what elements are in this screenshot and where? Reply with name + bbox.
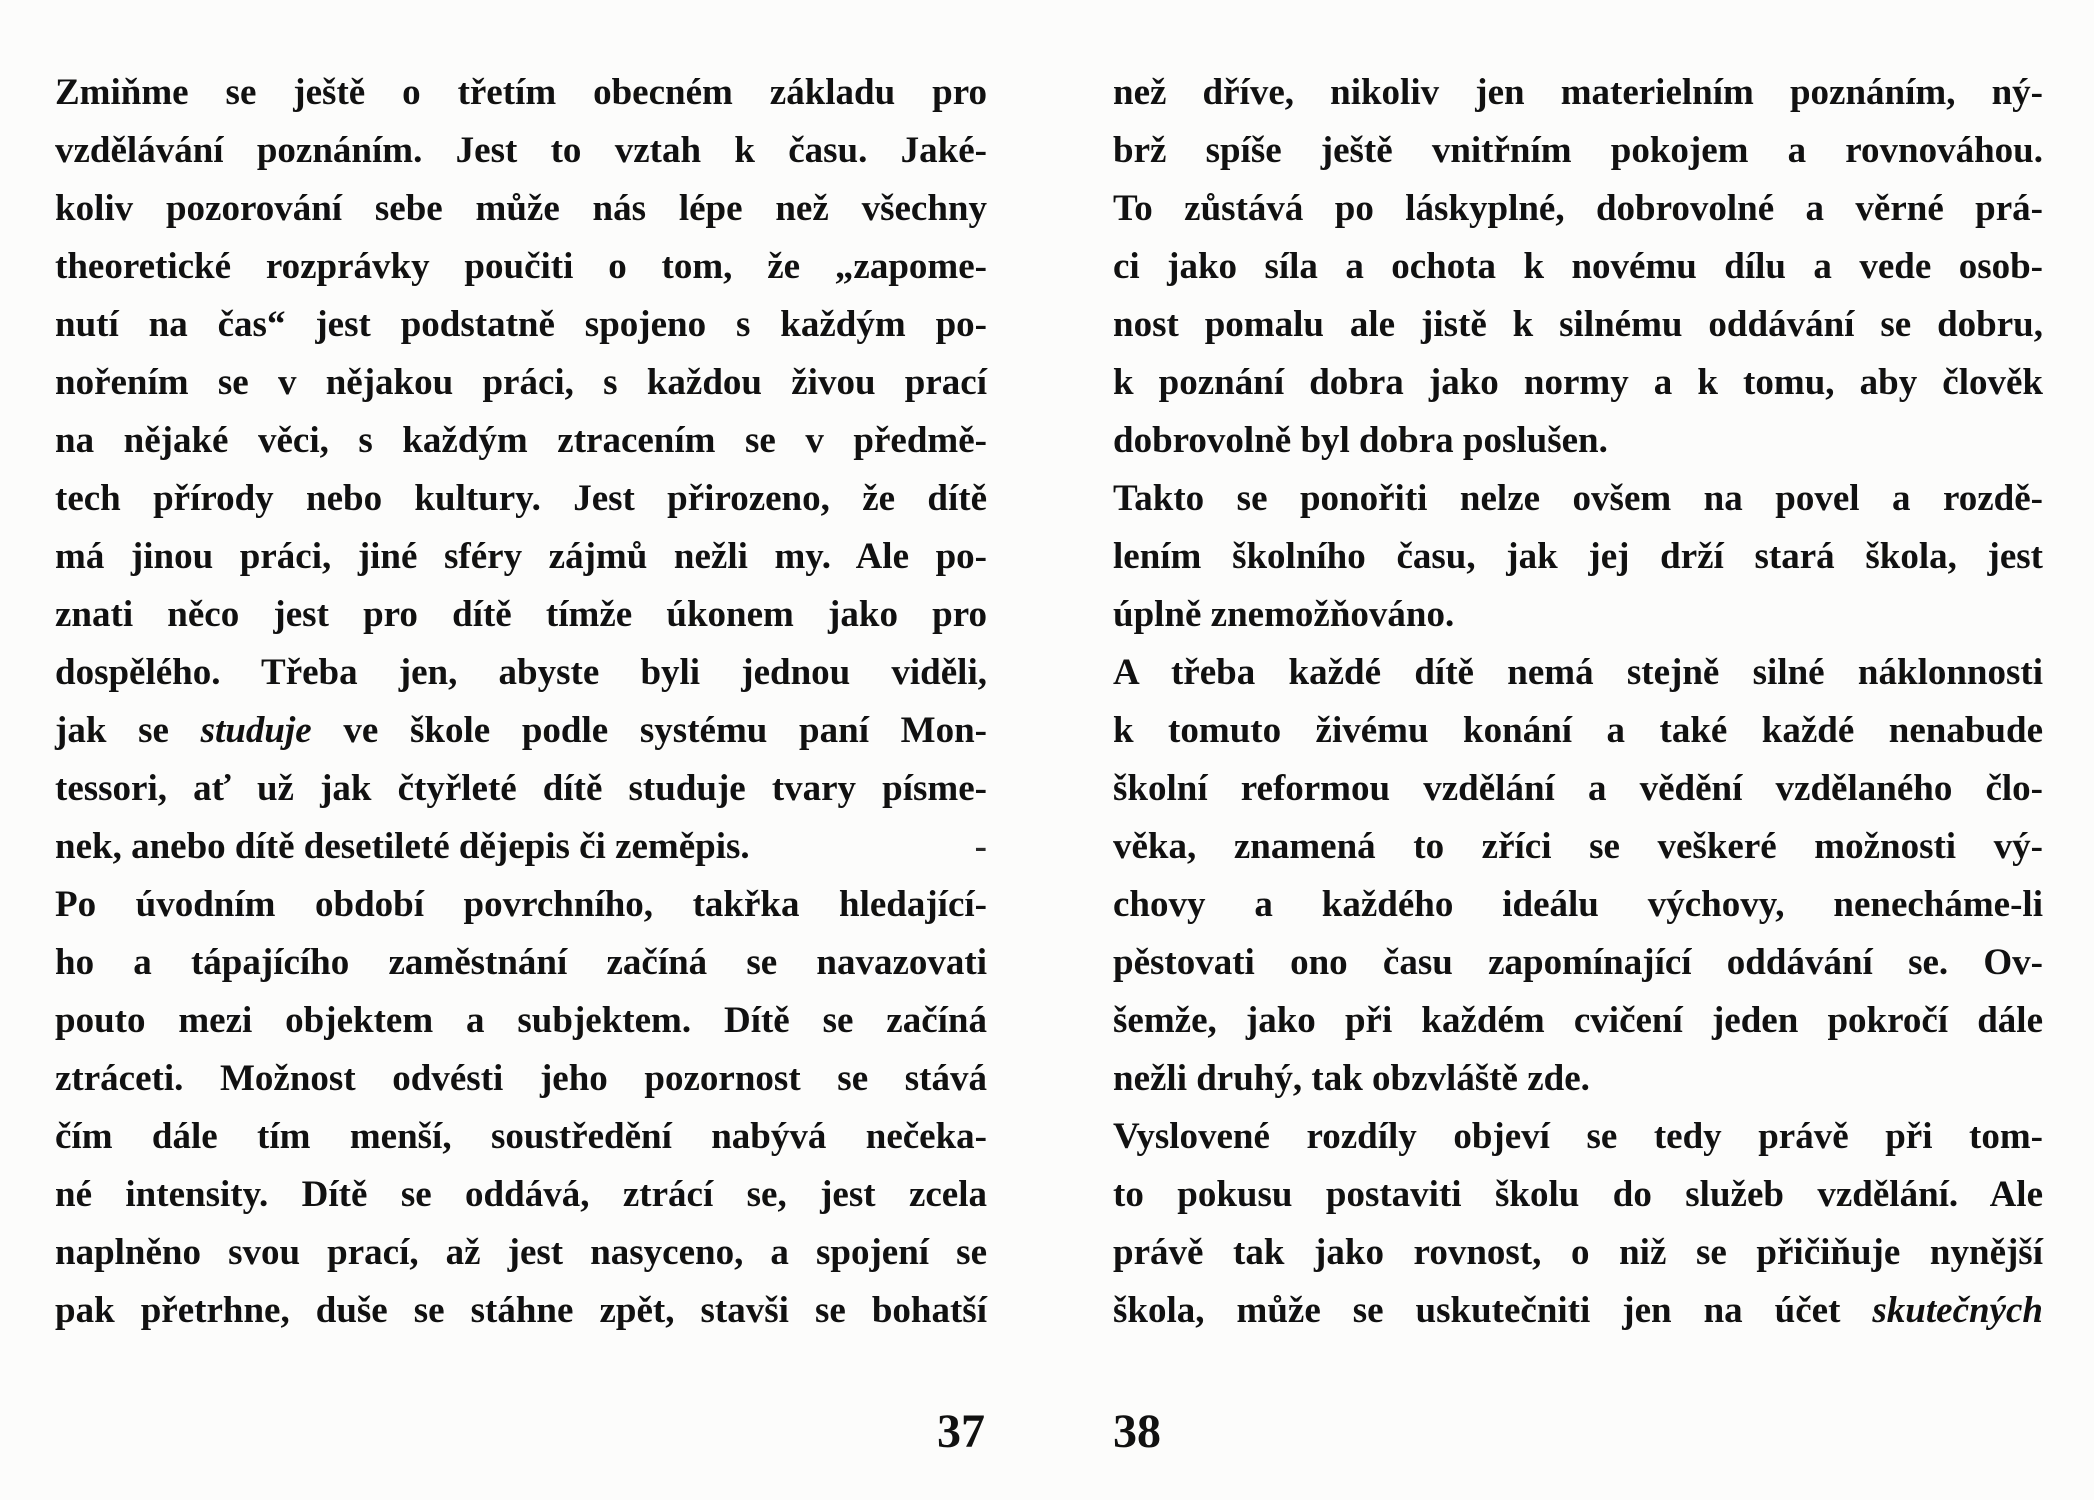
text-line — [55, 122, 987, 180]
text-segment: Po úvodním období povrchního, takřka hledající- — [55, 884, 987, 925]
text-line — [1113, 64, 2043, 122]
text-segment: ztráceti. Možnost odvésti jeho pozornost se stává — [55, 1058, 987, 1099]
text-line — [1113, 702, 2043, 760]
text-line — [1113, 470, 2043, 528]
text-segment: chovy a každého ideálu výchovy, nenecháme-li — [1113, 884, 2043, 925]
text-segment: tessori, ať už jak čtyřleté dítě studuje tvary písme- — [55, 768, 987, 809]
page-right — [1113, 0, 2043, 1500]
text-line — [55, 1050, 987, 1108]
text-line — [55, 934, 987, 992]
text-segment: nek, anebo dítě desetileté dějepis či zeměpis. — [55, 826, 750, 867]
page-left — [55, 0, 987, 1500]
text-segment: pak přetrhne, duše se stáhne zpět, stavši se bohatší — [55, 1290, 987, 1331]
text-segment: Vyslovené rozdíly objeví se tedy právě při tom- — [1113, 1116, 2043, 1157]
text-line — [1113, 238, 2043, 296]
italic-text: skutečných — [1872, 1290, 2043, 1331]
text-segment: ho a tápajícího zaměstnání začíná se navazovati — [55, 942, 987, 983]
text-segment: ve škole podle systému paní Mon- — [311, 710, 987, 751]
text-line — [55, 1282, 987, 1340]
text-segment: lením školního času, jak jej drží stará škola, jest — [1113, 536, 2043, 577]
text-segment: nežli druhý, tak obzvláště zde. — [1113, 1058, 1590, 1099]
text-segment: to pokusu postaviti školu do služeb vzdělání. Ale — [1113, 1174, 2043, 1215]
text-segment: koliv pozorování sebe může nás lépe než všechny — [55, 188, 987, 229]
text-line — [55, 354, 987, 412]
text-line — [1113, 354, 2043, 412]
text-segment: naplněno svou prací, až jest nasyceno, a spojení se — [55, 1232, 987, 1273]
text-segment: brž spíše ještě vnitřním pokojem a rovnováhou. — [1113, 130, 2043, 171]
text-line — [55, 528, 987, 586]
text-segment: theoretické rozprávky poučiti o tom, že „zapome- — [55, 246, 987, 287]
text-line — [1113, 1108, 2043, 1166]
text-line — [1113, 644, 2043, 702]
text-segment: nořením se v nějakou práci, s každou živou prací — [55, 362, 987, 403]
text-segment: úplně znemožňováno. — [1113, 594, 1455, 635]
text-segment: né intensity. Dítě se oddává, ztrácí se, jest zcela — [55, 1174, 987, 1215]
text-segment: čím dále tím menší, soustředění nabývá nečeka- — [55, 1116, 987, 1157]
text-line — [55, 760, 987, 818]
text-line — [1113, 1282, 2043, 1340]
text-segment: To zůstává po láskyplné, dobrovolné a věrné prá- — [1113, 188, 2043, 229]
text-segment: než dříve, nikoliv jen materielním poznáním, ný- — [1113, 72, 2043, 113]
text-segment: Takto se ponořiti nelze ovšem na povel a rozdě- — [1113, 478, 2043, 519]
text-segment: znati něco jest pro dítě tímže úkonem jako pro — [55, 594, 987, 635]
text-segment: ci jako síla a ochota k novému dílu a vede osob- — [1113, 246, 2043, 287]
text-line — [55, 470, 987, 528]
page-right-text — [1113, 64, 2043, 1340]
text-line — [55, 876, 987, 934]
text-line — [1113, 934, 2043, 992]
stray-mark: - — [974, 826, 987, 867]
text-line — [1113, 876, 2043, 934]
text-line — [1113, 296, 2043, 354]
page-number-right: 38 — [1113, 1405, 1161, 1458]
text-line — [1113, 122, 2043, 180]
text-line — [1113, 412, 2043, 470]
text-segment: dospělého. Třeba jen, abyste byli jednou viděli, — [55, 652, 987, 693]
text-segment: právě tak jako rovnost, o niž se přičiňuje nynější — [1113, 1232, 2043, 1273]
text-segment: škola, může se uskutečniti jen na účet — [1113, 1290, 1873, 1331]
text-line — [55, 180, 987, 238]
text-line — [1113, 586, 2043, 644]
text-segment: tech přírody nebo kultury. Jest přirozeno, že dítě — [55, 478, 987, 519]
text-line — [1113, 1166, 2043, 1224]
text-line — [55, 412, 987, 470]
text-line — [1113, 180, 2043, 238]
text-line — [55, 1224, 987, 1282]
text-segment: Zmiňme se ještě o třetím obecném základu pro — [55, 72, 987, 113]
text-segment: pěstovati ono času zapomínající oddávání se. Ov- — [1113, 942, 2043, 983]
text-segment: na nějaké věci, s každým ztracením se v předmě- — [55, 420, 987, 461]
text-segment: dobrovolně byl dobra poslušen. — [1113, 420, 1608, 461]
text-line — [55, 64, 987, 122]
text-segment: k tomuto živému konání a také každé nenabude — [1113, 710, 2043, 751]
text-line — [55, 238, 987, 296]
text-line — [1113, 760, 2043, 818]
text-segment: pouto mezi objektem a subjektem. Dítě se začíná — [55, 1000, 987, 1041]
text-segment: A třeba každé dítě nemá stejně silné náklonnosti — [1113, 652, 2043, 693]
text-segment: má jinou práci, jiné sféry zájmů nežli my. Ale po- — [55, 536, 987, 577]
text-line — [1113, 818, 2043, 876]
italic-text: studuje — [200, 710, 312, 751]
text-line — [55, 586, 987, 644]
text-line — [55, 702, 987, 760]
text-segment: školní reformou vzdělání a vědění vzdělaného člo- — [1113, 768, 2043, 809]
text-line — [55, 1166, 987, 1224]
text-line — [1113, 992, 2043, 1050]
text-segment: šemže, jako při každém cvičení jeden pokročí dále — [1113, 1000, 2043, 1041]
text-line — [1113, 1050, 2043, 1108]
text-line — [1113, 1224, 2043, 1282]
page-number-left: 37 — [937, 1405, 985, 1458]
text-line — [55, 992, 987, 1050]
page-left-text — [55, 64, 987, 1340]
text-segment: nutí na čas“ jest podstatně spojeno s každým po- — [55, 304, 987, 345]
text-segment: nost pomalu ale jistě k silnému oddávání se dobru, — [1113, 304, 2043, 345]
text-line — [55, 1108, 987, 1166]
text-line — [1113, 528, 2043, 586]
text-segment: jak se — [55, 710, 201, 751]
text-segment: věka, znamená to zříci se veškeré možnosti vý- — [1113, 826, 2043, 867]
text-line — [55, 296, 987, 354]
text-segment: vzdělávání poznáním. Jest to vztah k času. Jaké- — [55, 130, 987, 171]
text-line — [55, 644, 987, 702]
text-line — [55, 818, 987, 876]
text-segment: k poznání dobra jako normy a k tomu, aby člověk — [1113, 362, 2043, 403]
